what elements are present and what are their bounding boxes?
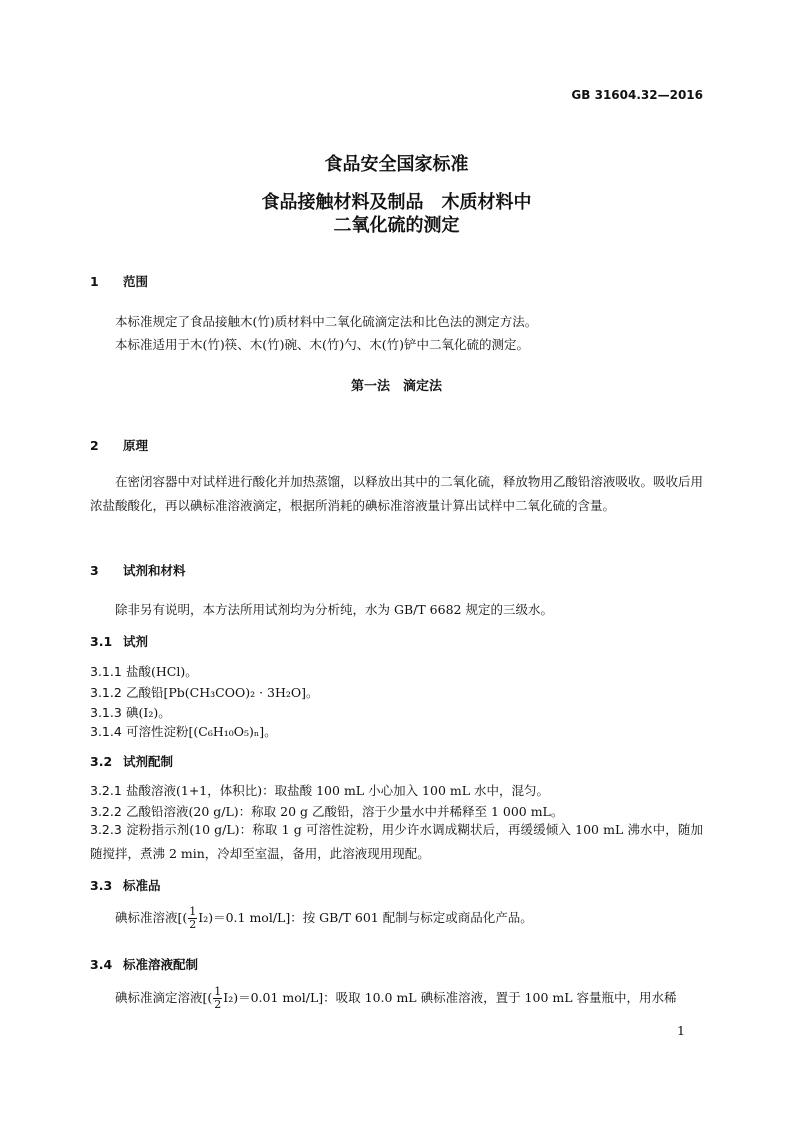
- item-number: 3.2.1: [90, 783, 122, 798]
- section-title: 原理: [123, 438, 149, 453]
- section-number: 3.4: [90, 957, 113, 972]
- item-text: 可溶性淀粉[(C₆H₁₀O₅)ₙ]。: [126, 724, 277, 739]
- doc-title-line1: 食品接触材料及制品 木质材料中: [261, 192, 532, 213]
- item-text: 盐酸(HCl)。: [126, 664, 198, 679]
- section-3-2-heading: [90, 752, 173, 770]
- standard-substance-text: [115, 906, 533, 931]
- item-text: 乙酸铅[Pb(CH₃COO)₂ · 3H₂O]。: [126, 685, 319, 700]
- reagent-item: [90, 722, 277, 740]
- item-number: 3.1.4: [90, 724, 122, 739]
- section-title: 试剂: [123, 634, 149, 649]
- fraction: [188, 906, 197, 931]
- item-text: 乙酸铅溶液(20 g/L)：称取 20 g 乙酸铅，溶于少量水中并稀释至 1 000 mL。: [126, 804, 564, 819]
- item-number: 3.2.3: [90, 822, 122, 837]
- standard-number: GB 31604.32—2016: [571, 88, 703, 102]
- fraction-numerator: 1: [214, 985, 222, 998]
- item-number: 3.1.3: [90, 705, 122, 720]
- text-part: 碘标准溶液[(: [115, 910, 188, 925]
- section-3-heading: [90, 561, 186, 579]
- section-3-1-heading: [90, 632, 148, 650]
- prep-item: [90, 818, 703, 866]
- scope-paragraph-1: 本标准规定了食品接触木(竹)质材料中二氧化硫滴定法和比色法的测定方法。: [115, 314, 538, 329]
- prep-item: [90, 781, 549, 799]
- principle-paragraph: 在密闭容器中对试样进行酸化并加热蒸馏，以释放出其中的二氧化硫，释放物用乙酸铅溶液吸收。吸收后用浓盐酸酸化，再以碘标准溶液滴定，根据所消耗的碘标准溶液量计算出试样中二氧化硫的含量。: [90, 474, 703, 513]
- section-title: 试剂和材料: [123, 563, 186, 578]
- section-3-3-heading: [90, 876, 161, 894]
- section-number: 3.3: [90, 878, 113, 893]
- fraction: [213, 986, 222, 1011]
- page-number: 1: [677, 1023, 685, 1038]
- scope-paragraph-2: 本标准适用于木(竹)筷、木(竹)碗、木(竹)勺、木(竹)铲中二氧化硫的测定。: [115, 337, 530, 352]
- doc-title-main: 食品安全国家标准: [324, 154, 469, 175]
- item-text: 盐酸溶液(1+1，体积比)：取盐酸 100 mL 小心加入 100 mL 水中，混匀。: [126, 783, 549, 798]
- section-number: 1: [90, 274, 99, 289]
- section-title: 标准品: [123, 878, 161, 893]
- item-number: 3.1.2: [90, 685, 122, 700]
- doc-title-line2: 二氧化硫的测定: [333, 215, 460, 236]
- fraction-denominator: 2: [189, 918, 197, 931]
- item-text: 碘(I₂)。: [126, 705, 171, 720]
- section-title: 范围: [123, 274, 149, 289]
- fraction-numerator: 1: [189, 905, 197, 918]
- item-number: 3.2.2: [90, 804, 122, 819]
- item-number: 3.1.1: [90, 664, 122, 679]
- section-number: 3: [90, 563, 99, 578]
- fraction-denominator: 2: [214, 998, 222, 1011]
- section-3-4-heading: [90, 955, 198, 973]
- text-part: I₂)＝0.1 mol/L]：按 GB/T 601 配制与标定或商品化产品。: [198, 910, 533, 925]
- reagent-item: [90, 703, 171, 721]
- section-title: 标准溶液配制: [123, 957, 199, 972]
- text-part: I₂)＝0.01 mol/L]：吸取 10.0 mL 碘标准溶液，置于 100 mL 容量瓶中，用水稀: [223, 990, 677, 1005]
- section-number: 3.2: [90, 754, 113, 769]
- method-title: 第一法 滴定法: [350, 379, 442, 394]
- item-text: 淀粉指示剂(10 g/L)：称取 1 g 可溶性淀粉，用少许水调成糊状后，再缓缓倾入 100 mL 沸水中，随加随搅拌，煮沸 2 min，冷却至室温，备用，此溶液现用现配。: [90, 822, 703, 861]
- section-1-heading: [90, 272, 148, 290]
- reagent-item: [90, 662, 198, 680]
- section-number: 2: [90, 438, 99, 453]
- standard-solution-text: [115, 986, 677, 1011]
- section-title: 试剂配制: [123, 754, 174, 769]
- section-2-heading: [90, 436, 148, 454]
- section-number: 3.1: [90, 634, 113, 649]
- text-part: 碘标准滴定溶液[(: [115, 990, 213, 1005]
- reagents-intro: 除非另有说明，本方法所用试剂均为分析纯，水为 GB/T 6682 规定的三级水。: [115, 602, 553, 617]
- reagent-item: [90, 683, 319, 701]
